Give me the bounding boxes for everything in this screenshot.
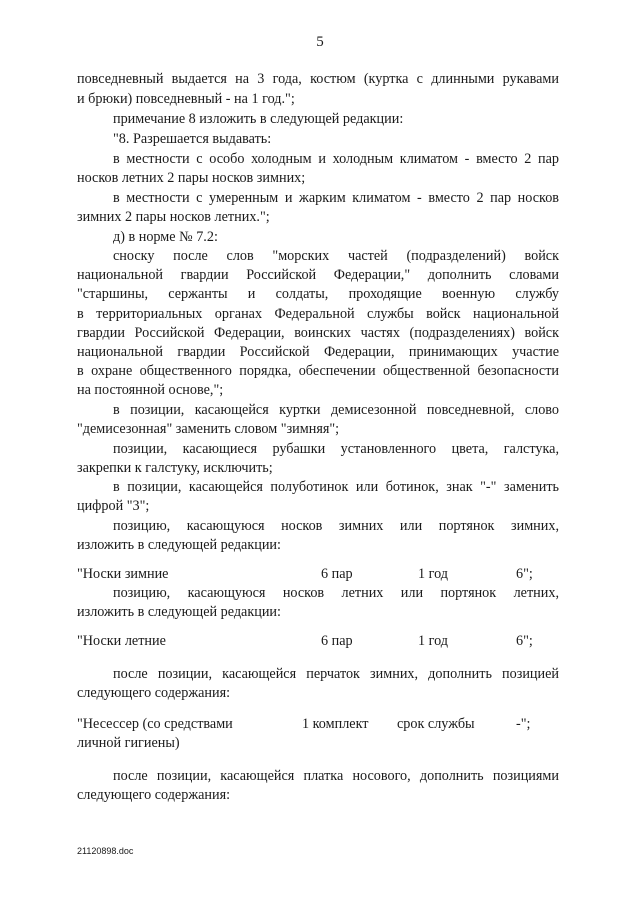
text-line: гвардии Российской Федерации, воинских частях (подразделениях) войск bbox=[77, 325, 559, 341]
item-term: срок службы bbox=[397, 716, 475, 732]
text-line: национальной гвардии Российской Федерации, принимающих участие bbox=[77, 344, 559, 360]
item-code: 6"; bbox=[516, 633, 533, 649]
text-line: зимних 2 пары носков летних."; bbox=[77, 209, 270, 225]
item-qty: 6 пар bbox=[321, 566, 353, 582]
text-line: изложить в следующей редакции: bbox=[77, 537, 281, 553]
item-name: "Несессер (со средствами bbox=[77, 716, 233, 732]
text-line: закрепки к галстуку, исключить; bbox=[77, 460, 273, 476]
file-name: 21120898.doc bbox=[77, 846, 134, 856]
text-line: д) в норме № 7.2: bbox=[113, 229, 218, 245]
text-line: в местности с умеренным и жарким климатом - вместо 2 пар носков bbox=[113, 190, 559, 206]
item-name: личной гигиены) bbox=[77, 735, 180, 751]
item-name: "Носки зимние bbox=[77, 566, 169, 582]
text-line: и брюки) повседневный - на 1 год."; bbox=[77, 91, 295, 107]
text-line: повседневный выдается на 3 года, костюм (куртка с длинными рукавами bbox=[77, 71, 559, 87]
text-line: в позиции, касающейся куртки демисезонной повседневной, слово bbox=[113, 402, 559, 418]
text-line: позицию, касающуюся носков зимних или портянок зимних, bbox=[113, 518, 559, 534]
item-code: -"; bbox=[516, 716, 531, 732]
text-line: после позиции, касающейся платка носового, дополнить позициями bbox=[113, 768, 559, 784]
page-number: 5 bbox=[316, 34, 324, 50]
text-line: следующего содержания: bbox=[77, 685, 231, 701]
item-term: 1 год bbox=[418, 633, 449, 649]
text-line: в охране общественного порядка, обеспечении общественной безопасности bbox=[77, 363, 559, 379]
text-line: позиции, касающиеся рубашки установленного цвета, галстука, bbox=[113, 441, 559, 457]
text-line: носков летних 2 пары носков зимних; bbox=[77, 170, 306, 186]
text-line: на постоянной основе,"; bbox=[77, 382, 224, 398]
text-line: после позиции, касающейся перчаток зимних, дополнить позицией bbox=[113, 666, 559, 682]
text-line: национальной гвардии Российской Федерации," дополнить словами bbox=[77, 267, 559, 283]
text-line: в территориальных органах Федеральной службы войск национальной bbox=[77, 306, 559, 322]
text-line: сноску после слов "морских частей (подразделений) войск bbox=[113, 248, 559, 264]
text-line: в местности с особо холодным и холодным климатом - вместо 2 пар bbox=[113, 151, 559, 167]
text-line: "8. Разрешается выдавать: bbox=[113, 131, 272, 147]
text-line: позицию, касающуюся носков летних или портянок летних, bbox=[113, 585, 559, 601]
text-line: цифрой "3"; bbox=[77, 498, 150, 514]
text-line: в позиции, касающейся полуботинок или ботинок, знак "-" заменить bbox=[113, 479, 559, 495]
text-line: "старшины, сержанты и солдаты, проходящие военную службу bbox=[77, 286, 559, 302]
text-line: изложить в следующей редакции: bbox=[77, 604, 281, 620]
item-name: "Носки летние bbox=[77, 633, 166, 649]
text-line: "демисезонная" заменить словом "зимняя"; bbox=[77, 421, 340, 437]
item-term: 1 год bbox=[418, 566, 449, 582]
item-code: 6"; bbox=[516, 566, 533, 582]
text-line: примечание 8 изложить в следующей редакции: bbox=[113, 111, 404, 127]
item-qty: 1 комплект bbox=[302, 716, 369, 732]
text-line: следующего содержания: bbox=[77, 787, 231, 803]
item-qty: 6 пар bbox=[321, 633, 353, 649]
